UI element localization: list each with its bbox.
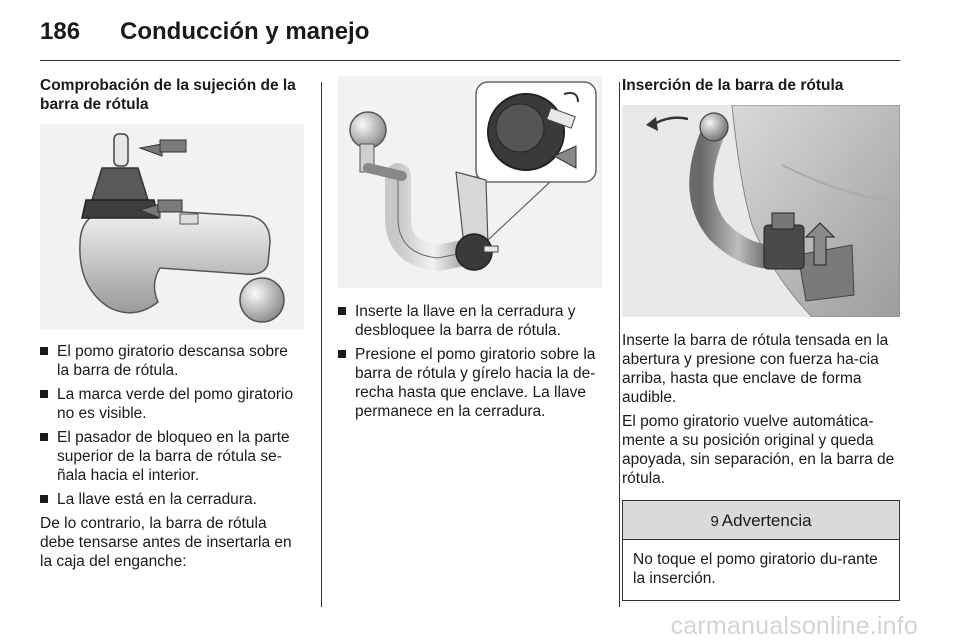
body-paragraph: El pomo giratorio vuelve automática-mente a su posición original y queda apoyada, sin separación, en la barra de rótula.: [622, 413, 895, 487]
column-divider-right: [619, 82, 620, 607]
list-item: Inserte la llave en la cerradura y desbloquee la barra de rótula.: [338, 302, 604, 340]
list-item: Presione el pomo giratorio sobre la barra de rótula y gírelo hacia la de-recha hasta que enclave. La llave permanece en la cerradura.: [338, 345, 604, 421]
unlock-steps-list: [338, 302, 604, 421]
watermark: carmanualsonline.info: [670, 612, 918, 640]
list-item: El pasador de bloqueo en la parte superior de la barra de rótula se-ñala hacia el interior.: [40, 428, 304, 485]
page-number: 186: [40, 18, 81, 45]
bullet-icon: [40, 390, 48, 398]
column-3: [622, 76, 900, 601]
key-unlock-illustration: [338, 76, 602, 288]
hitch-insertion-illustration: [622, 105, 900, 317]
column-1: [40, 76, 304, 576]
warning-text: No toque el pomo giratorio du-rante la inserción.: [633, 551, 878, 587]
column-2: [338, 76, 604, 426]
hitch-ball-check-illustration: [40, 124, 304, 330]
section-heading-insertion: Inserción de la barra de rótula: [622, 77, 844, 94]
column-divider-left: [321, 82, 322, 607]
page-header: [40, 14, 900, 58]
warning-header: [623, 501, 899, 540]
header-divider: [40, 60, 900, 61]
bullet-icon: [40, 347, 48, 355]
warning-box: [622, 500, 900, 601]
list-item: El pomo giratorio descansa sobre la barra de rótula.: [40, 342, 304, 380]
body-paragraph: Inserte la barra de rótula tensada en la abertura y presione con fuerza ha-cia arriba, hasta que enclave de forma audible.: [622, 332, 889, 406]
bullet-icon: [40, 495, 48, 503]
check-list: [40, 342, 304, 509]
bullet-icon: [338, 350, 346, 358]
warning-title: Advertencia: [721, 511, 812, 530]
list-item: La llave está en la cerradura.: [40, 490, 304, 509]
list-item: La marca verde del pomo giratorio no es visible.: [40, 385, 304, 423]
body-paragraph: De lo contrario, la barra de rótula debe tensarse antes de insertarla en la caja del enganche:: [40, 515, 292, 570]
section-heading-check: Comprobación de la sujeción de la barra de rótula: [40, 77, 296, 113]
chapter-title: Conducción y manejo: [120, 18, 370, 45]
warning-triangle-icon: 9: [710, 513, 719, 530]
bullet-icon: [338, 307, 346, 315]
bullet-icon: [40, 433, 48, 441]
